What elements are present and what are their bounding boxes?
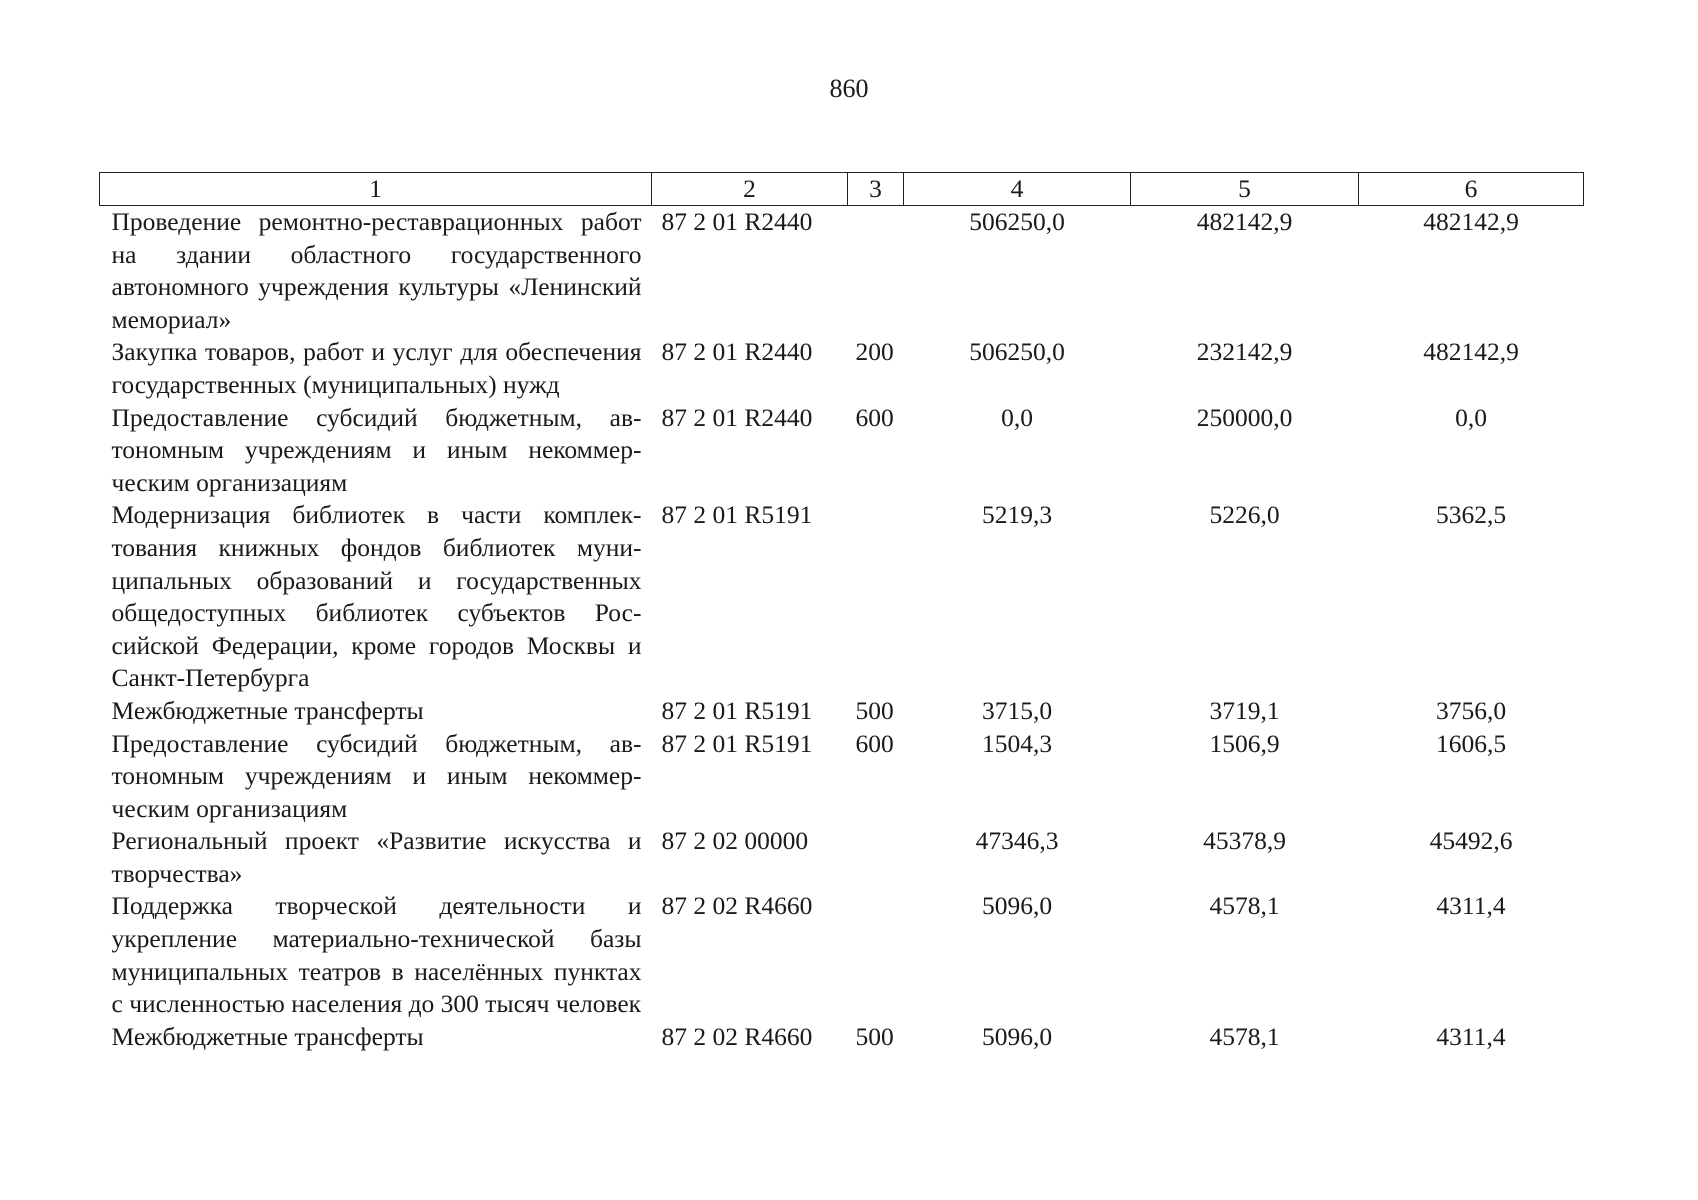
table-body <box>100 206 1584 1054</box>
row-expense-type <box>848 890 904 1020</box>
row-value-col4: 5096,0 <box>981 891 1053 921</box>
header-row <box>100 173 1584 206</box>
row-name: Поддержка творческой деятельности и укрепление материально-технической базы муниципальных театров в населённых пунктах с численностью населения до 300 тысяч человек <box>111 891 642 1019</box>
row-value-col5: 5226,0 <box>1209 500 1280 530</box>
row-code: 87 2 02 R4660 <box>661 891 813 921</box>
page-number: 860 <box>829 74 869 103</box>
row-code: 87 2 02 00000 <box>661 826 809 856</box>
row-value-col4: 1504,3 <box>981 728 1053 758</box>
row-value-col5: 482142,9 <box>1196 207 1293 236</box>
row-expense-type <box>848 206 904 337</box>
row-value-col6: 482142,9 <box>1423 337 1519 367</box>
row-value-col4: 3715,0 <box>981 695 1053 725</box>
budget-table <box>99 172 1584 1053</box>
row-code: 87 2 01 R2440 <box>661 402 813 432</box>
row-value-col5: 4578,1 <box>1209 1021 1280 1051</box>
table-row <box>100 1021 1584 1054</box>
row-name: Предоставление субсидий бюджетным, автономным учреждениям и иным некоммерческим организациям <box>111 402 642 497</box>
row-expense-type: 500 <box>855 1021 894 1051</box>
row-name: Закупка товаров, работ и услуг для обеспечения государственных (муниципальных) нужд <box>111 337 642 399</box>
row-value-col4: 47346,3 <box>975 826 1059 856</box>
column-header-1: 1 <box>100 173 652 206</box>
row-value-col5: 1506,9 <box>1209 728 1280 758</box>
row-expense-type <box>848 499 904 695</box>
row-value-col6: 5362,5 <box>1435 500 1507 530</box>
table-row <box>100 402 1584 500</box>
row-value-col4: 5219,3 <box>981 500 1053 530</box>
row-name: Проведение ремонтно-реставрационных работ на здании областного государственного автономного учреждения культуры «Ленинский мемориал» <box>111 207 642 334</box>
row-expense-type: 500 <box>855 695 894 725</box>
row-value-col4: 506250,0 <box>969 337 1065 367</box>
row-expense-type: 200 <box>855 337 894 367</box>
row-value-col6: 0,0 <box>1455 402 1487 432</box>
row-name: Межбюджетные трансферты <box>111 1021 424 1051</box>
column-header-5: 5 <box>1131 173 1359 206</box>
column-header-4: 4 <box>904 173 1131 206</box>
table-row <box>100 825 1584 890</box>
row-code: 87 2 01 R2440 <box>661 207 813 236</box>
column-header-2: 2 <box>652 173 848 206</box>
column-header-3: 3 <box>848 173 904 206</box>
table-row <box>100 499 1584 695</box>
row-value-col5: 3719,1 <box>1209 695 1280 725</box>
row-value-col6: 482142,9 <box>1423 207 1519 236</box>
row-name: Предоставление субсидий бюджетным, автономным учреждениям и иным некоммерческим организациям <box>111 728 642 823</box>
row-expense-type: 600 <box>855 402 894 432</box>
row-name: Модернизация библиотек в части комплектования книжных фондов библиотек муниципальных образований и государственных общедоступных библиотек субъектов Российской Федерации, кроме городов Москвы и Санкт-Петербурга <box>111 500 642 693</box>
row-code: 87 2 02 R4660 <box>661 1021 813 1051</box>
row-code: 87 2 01 R5191 <box>661 695 813 725</box>
column-header-6: 6 <box>1359 173 1584 206</box>
row-name: Межбюджетные трансферты <box>111 695 424 725</box>
table-row <box>100 336 1584 401</box>
table-header <box>100 173 1584 206</box>
row-value-col6: 3756,0 <box>1435 695 1507 725</box>
row-value-col6: 45492,6 <box>1429 826 1513 856</box>
row-value-col6: 4311,4 <box>1436 1021 1506 1051</box>
row-code: 87 2 01 R2440 <box>661 337 813 367</box>
table-row <box>100 695 1584 728</box>
table-row <box>100 206 1584 337</box>
row-value-col4: 5096,0 <box>981 1021 1053 1051</box>
table-row <box>100 728 1584 826</box>
row-code: 87 2 01 R5191 <box>661 728 813 758</box>
table-row <box>100 890 1584 1020</box>
row-name: Региональный проект «Развитие искусства и творчества» <box>111 826 642 888</box>
row-value-col6: 4311,4 <box>1436 891 1506 921</box>
row-value-col5: 250000,0 <box>1196 402 1293 432</box>
row-value-col4: 0,0 <box>1001 402 1033 432</box>
row-value-col6: 1606,5 <box>1435 728 1507 758</box>
row-expense-type <box>848 825 904 890</box>
row-value-col5: 45378,9 <box>1203 826 1286 856</box>
row-value-col4: 506250,0 <box>969 207 1065 236</box>
row-expense-type: 600 <box>855 728 894 758</box>
row-code: 87 2 01 R5191 <box>661 500 813 530</box>
row-value-col5: 4578,1 <box>1209 891 1280 921</box>
row-value-col5: 232142,9 <box>1196 337 1293 367</box>
